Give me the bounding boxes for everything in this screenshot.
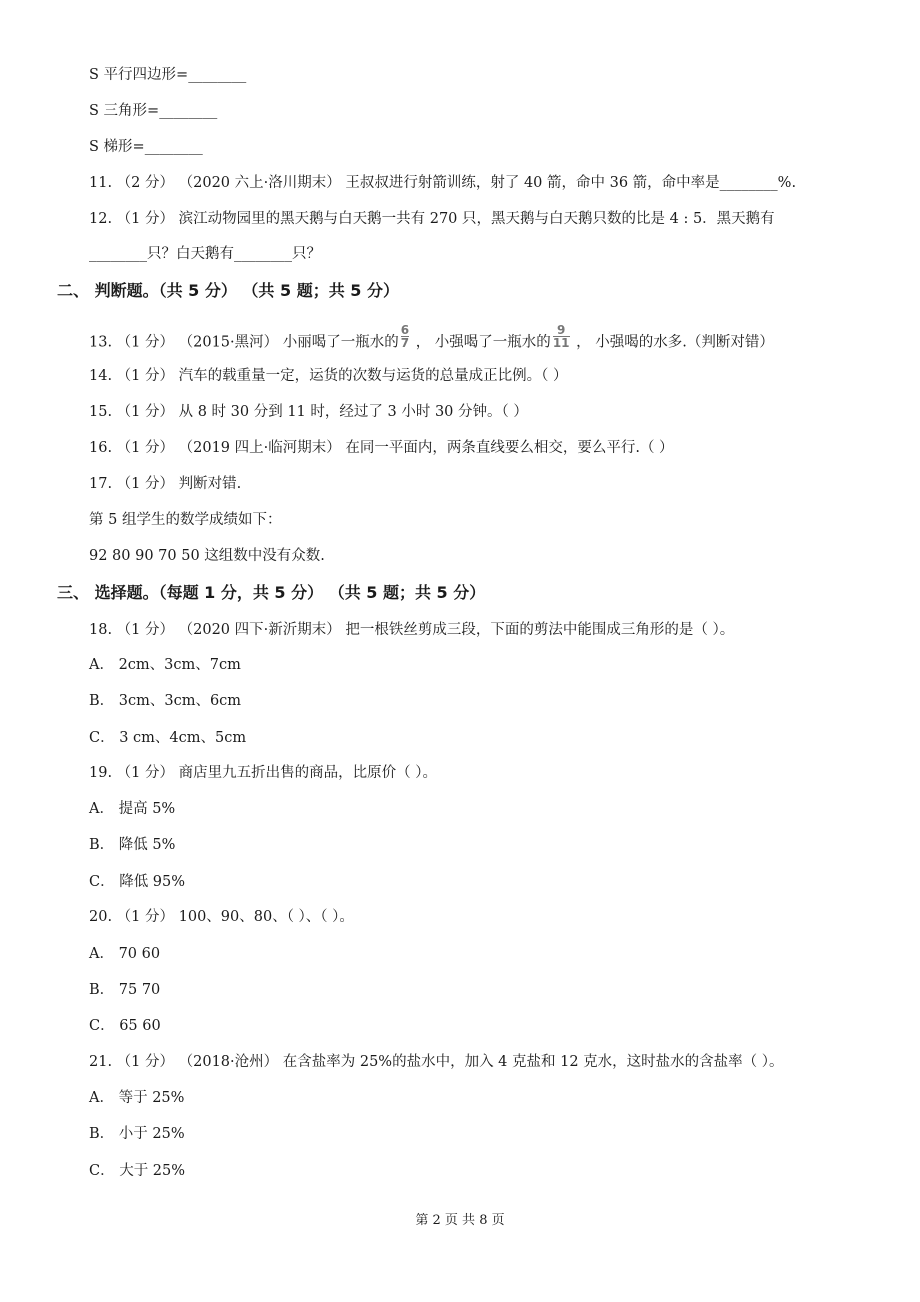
- question-20-option-b: B． 75 70: [89, 982, 161, 998]
- question-19-option-b: B． 降低 5%: [89, 837, 176, 853]
- question-18-option-b: B． 3cm、3cm、6cm: [89, 693, 242, 709]
- question-12-line2: ________只？白天鹅有________只？: [89, 246, 321, 262]
- question-17-data: 92 80 90 70 50 这组数中没有众数.: [89, 548, 325, 564]
- area-trapezoid: S 梯形=________: [89, 139, 203, 155]
- question-19-option-c: C． 降低 95%: [89, 874, 186, 890]
- question-18-option-a: A． 2cm、3cm、7cm: [89, 657, 241, 673]
- question-13: [89, 323, 774, 355]
- section-2-title: 二、 判断题。（共 5 分） （共 5 题；共 5 分）: [57, 281, 399, 300]
- question-21-option-b: B． 小于 25%: [89, 1126, 185, 1142]
- question-17-context: 第 5 组学生的数学成绩如下：: [89, 512, 282, 528]
- fraction-nine-elevenths: [553, 324, 570, 349]
- question-21-option-c: C． 大于 25%: [89, 1163, 186, 1179]
- page-footer: 第 2 页 共 8 页: [415, 1213, 505, 1228]
- question-20-option-c: C． 65 60: [89, 1018, 161, 1034]
- question-18-option-c: C． 3 cm、4cm、5cm: [89, 730, 247, 746]
- fraction-numerator: 6: [400, 323, 410, 337]
- question-20: 20. （1 分） 100、90、80、（ ）、（ ）。: [89, 909, 354, 925]
- fraction-denominator: 11: [552, 336, 570, 350]
- question-13-middle: ， 小强喝了一瓶水的: [411, 334, 551, 351]
- area-parallelogram: S 平行四边形=________: [89, 67, 247, 83]
- question-19-option-a: A． 提高 5%: [89, 801, 176, 817]
- question-11: 11. （2 分） （2020 六上·洛川期末） 王叔叔进行射箭训练，射了 40 箭，命中 36 箭，命中率是________%.: [89, 175, 797, 191]
- question-19: 19. （1 分） 商店里九五折出售的商品，比原价（ ）。: [89, 765, 437, 781]
- question-14: 14. （1 分） 汽车的载重量一定，运货的次数与运货的总量成正比例。（ ）: [89, 368, 568, 384]
- question-20-option-a: A． 70 60: [89, 946, 161, 962]
- question-18: 18. （1 分） （2020 四下·新沂期末） 把一根铁丝剪成三段，下面的剪法中能围成三角形的是（ ）。: [89, 622, 735, 638]
- question-21: 21. （1 分） （2018·沧州） 在含盐率为 25%的盐水中，加入 4 克盐和 12 克水，这时盐水的含盐率（ ）。: [89, 1054, 784, 1070]
- fraction-six-sevenths: [401, 324, 409, 349]
- question-13-suffix: ， 小强喝的水多.（判断对错）: [571, 334, 774, 351]
- question-17: 17. （1 分） 判断对错.: [89, 476, 242, 492]
- question-21-option-a: A． 等于 25%: [89, 1090, 185, 1106]
- section-3-title: 三、 选择题。（每题 1 分，共 5 分） （共 5 题；共 5 分）: [57, 583, 486, 602]
- fraction-numerator: 9: [556, 323, 566, 337]
- question-13-prefix: 13. （1 分） （2015·黑河） 小丽喝了一瓶水的: [89, 334, 399, 351]
- question-12-line1: 12. （1 分） 滨江动物园里的黑天鹅与白天鹅一共有 270 只，黑天鹅与白天鹅只数的比是 4 : 5．黑天鹅有: [89, 211, 775, 227]
- area-triangle: S 三角形=________: [89, 103, 218, 119]
- question-16: 16. （1 分） （2019 四上·临河期末） 在同一平面内，两条直线要么相交，要么平行.（ ）: [89, 440, 674, 456]
- fraction-denominator: 7: [400, 336, 410, 350]
- question-15: 15. （1 分） 从 8 时 30 分到 11 时，经过了 3 小时 30 分钟。（ ）: [89, 404, 528, 420]
